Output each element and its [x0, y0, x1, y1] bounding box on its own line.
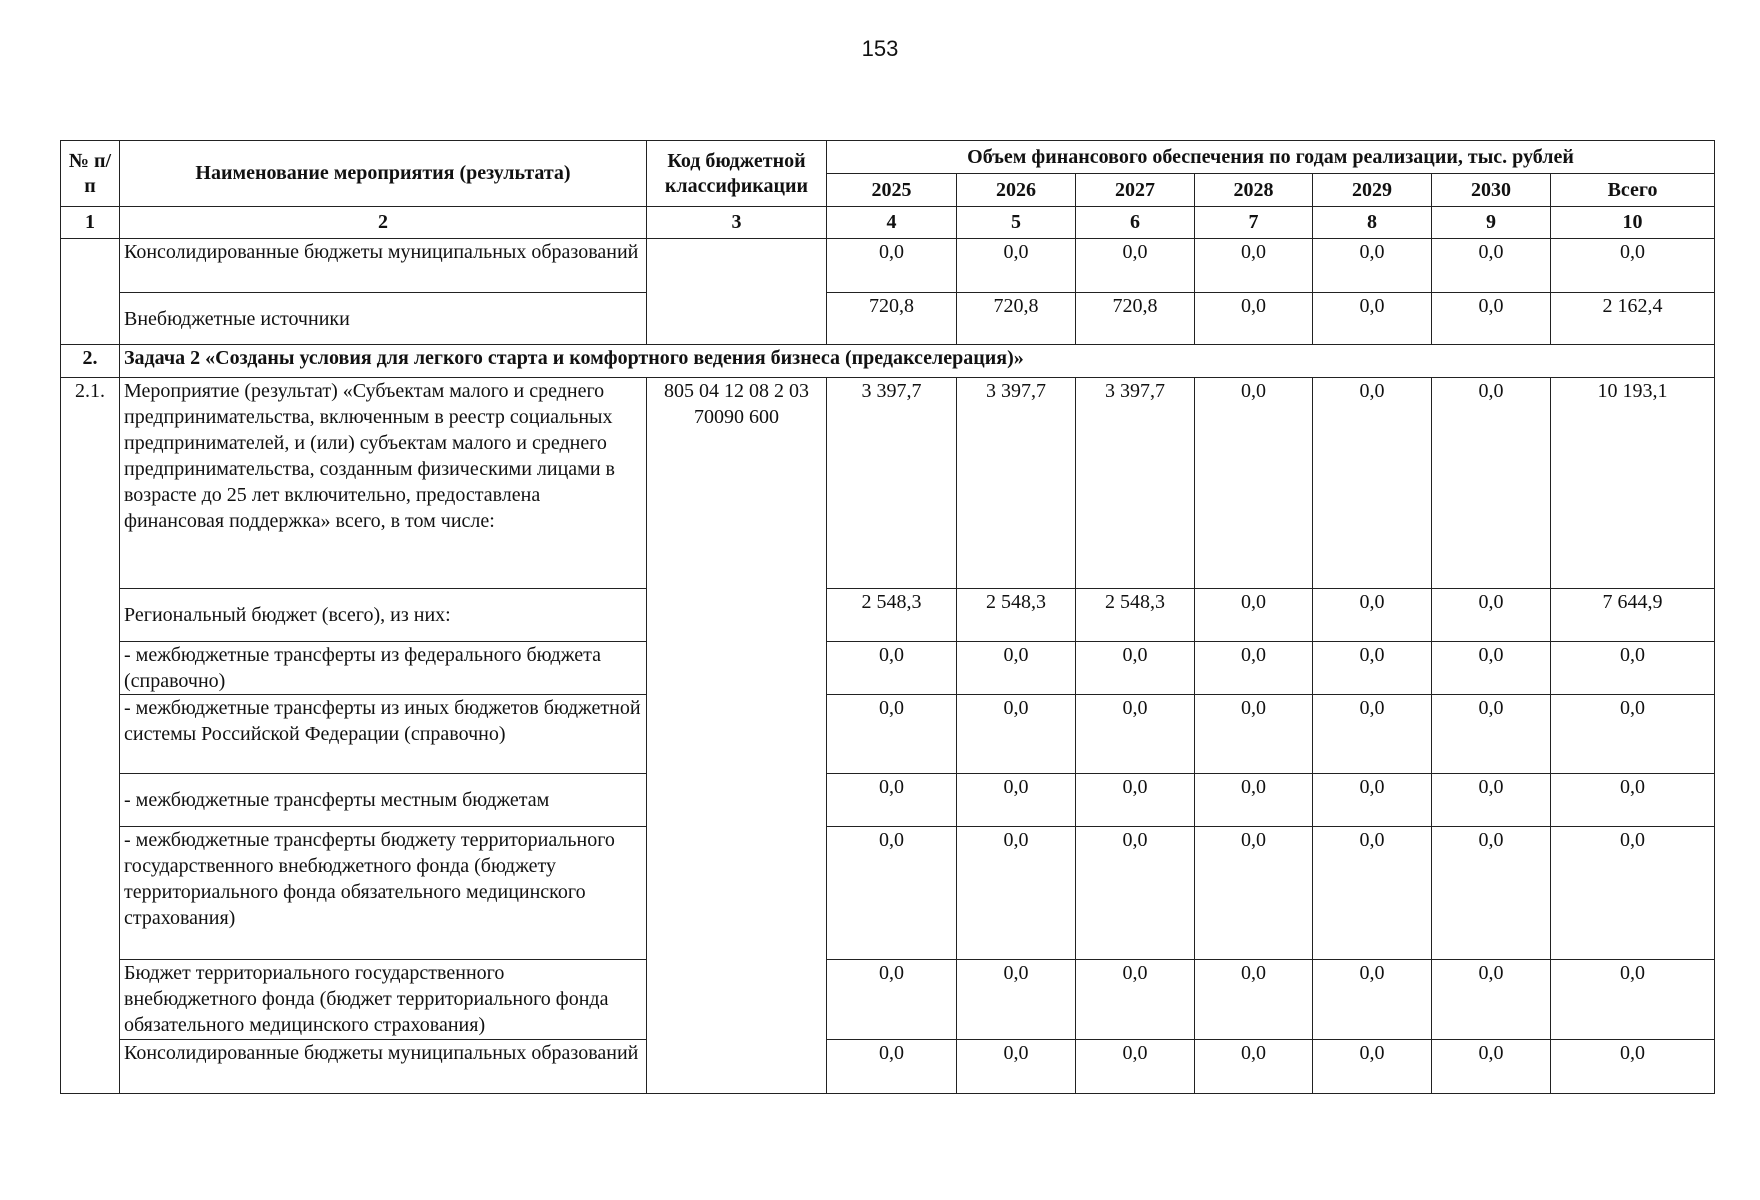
value-cell: 720,8 [1076, 293, 1195, 345]
row-name: - межбюджетные трансферты из федерального бюджета (справочно) [120, 642, 647, 695]
value-cell: 0,0 [1551, 642, 1715, 695]
budget-code: 805 04 12 08 2 03 70090 600 [647, 378, 827, 1094]
header-col-name: Наименование мероприятия (результата) [120, 141, 647, 207]
task-row [61, 345, 1715, 378]
value-cell: 0,0 [1551, 239, 1715, 293]
row-name: Внебюджетные источники [120, 293, 647, 345]
value-cell: 0,0 [1313, 1040, 1432, 1094]
value-cell: 0,0 [957, 695, 1076, 774]
value-cell: 0,0 [1313, 960, 1432, 1040]
value-cell: 0,0 [827, 642, 957, 695]
header-year: 2030 [1432, 174, 1551, 207]
measure-number: 2.1. [61, 378, 120, 1094]
value-cell: 0,0 [1313, 589, 1432, 642]
header-total: Всего [1551, 174, 1715, 207]
value-cell: 0,0 [1195, 695, 1313, 774]
header-col-no: № п/п [61, 141, 120, 207]
value-cell: 0,0 [1551, 960, 1715, 1040]
value-cell: 2 162,4 [1551, 293, 1715, 345]
value-cell: 0,0 [1195, 589, 1313, 642]
page-number: 153 [861, 36, 899, 61]
column-number: 9 [1432, 207, 1551, 239]
value-cell: 0,0 [827, 960, 957, 1040]
value-cell: 0,0 [1313, 774, 1432, 827]
value-cell: 0,0 [1432, 378, 1551, 589]
row-name: Консолидированные бюджеты муниципальных образований [120, 1040, 647, 1094]
value-cell: 0,0 [1313, 239, 1432, 293]
value-cell: 0,0 [957, 827, 1076, 960]
row-name: Консолидированные бюджеты муниципальных образований [120, 239, 647, 293]
value-cell: 0,0 [1195, 642, 1313, 695]
value-cell: 0,0 [1313, 378, 1432, 589]
value-cell: 0,0 [1432, 589, 1551, 642]
row-name: Мероприятие (результат) «Субъектам малого и среднего предпринимательства, включенным в реестр социальных предпринимателей, и (или) субъектам малого и среднего предпринимательства, созданным физическими лицами в возрасте до 25 лет включительно, предоставлена финансовая поддержка» всего, в том числе: [120, 378, 647, 589]
value-cell: 0,0 [957, 960, 1076, 1040]
value-cell: 2 548,3 [957, 589, 1076, 642]
table-row [61, 239, 1715, 293]
column-number: 8 [1313, 207, 1432, 239]
value-cell: 0,0 [1076, 642, 1195, 695]
value-cell: 0,0 [1432, 239, 1551, 293]
row-name: - межбюджетные трансферты бюджету территориального государственного внебюджетного фонда (бюджету территориального фонда обязательного медицинского страхования) [120, 827, 647, 960]
value-cell: 0,0 [1076, 695, 1195, 774]
column-number: 3 [647, 207, 827, 239]
value-cell: 0,0 [1432, 960, 1551, 1040]
value-cell: 0,0 [827, 827, 957, 960]
value-cell: 0,0 [827, 1040, 957, 1094]
value-cell: 3 397,7 [1076, 378, 1195, 589]
value-cell: 0,0 [1551, 1040, 1715, 1094]
table-row [61, 378, 1715, 589]
value-cell: 720,8 [957, 293, 1076, 345]
value-cell: 0,0 [827, 239, 957, 293]
header-year: 2029 [1313, 174, 1432, 207]
value-cell: 0,0 [1076, 960, 1195, 1040]
value-cell: 0,0 [1076, 239, 1195, 293]
row-name: Региональный бюджет (всего), из них: [120, 589, 647, 642]
value-cell: 0,0 [1551, 695, 1715, 774]
header-year: 2026 [957, 174, 1076, 207]
value-cell: 0,0 [1195, 1040, 1313, 1094]
row-name: Бюджет территориального государственного внебюджетного фонда (бюджет территориального фонда обязательного медицинского страхования) [120, 960, 647, 1040]
value-cell: 0,0 [957, 642, 1076, 695]
value-cell: 0,0 [1313, 827, 1432, 960]
header-col-finance: Объем финансового обеспечения по годам реализации, тыс. рублей [827, 141, 1715, 174]
value-cell: 3 397,7 [957, 378, 1076, 589]
table-row [61, 695, 1715, 774]
value-cell: 10 193,1 [1551, 378, 1715, 589]
value-cell: 0,0 [1195, 293, 1313, 345]
financing-table [60, 140, 1715, 1094]
column-number: 2 [120, 207, 647, 239]
row-name: - межбюджетные трансферты из иных бюджетов бюджетной системы Российской Федерации (справочно) [120, 695, 647, 774]
value-cell: 0,0 [1195, 378, 1313, 589]
column-number: 10 [1551, 207, 1715, 239]
value-cell: 0,0 [1195, 239, 1313, 293]
row-name: - межбюджетные трансферты местным бюджетам [120, 774, 647, 827]
column-number: 5 [957, 207, 1076, 239]
value-cell: 7 644,9 [1551, 589, 1715, 642]
value-cell: 0,0 [1432, 695, 1551, 774]
value-cell: 0,0 [957, 774, 1076, 827]
value-cell: 0,0 [1432, 1040, 1551, 1094]
value-cell: 0,0 [1195, 827, 1313, 960]
value-cell: 0,0 [957, 1040, 1076, 1094]
value-cell: 3 397,7 [827, 378, 957, 589]
value-cell: 0,0 [1076, 1040, 1195, 1094]
task-number: 2. [61, 345, 120, 378]
header-year: 2025 [827, 174, 957, 207]
table-row [61, 960, 1715, 1040]
value-cell: 0,0 [1432, 642, 1551, 695]
column-number: 1 [61, 207, 120, 239]
task-title: Задача 2 «Созданы условия для легкого старта и комфортного ведения бизнеса (предакселерация)» [120, 345, 1715, 378]
value-cell: 0,0 [1195, 960, 1313, 1040]
value-cell: 2 548,3 [827, 589, 957, 642]
value-cell: 0,0 [1551, 774, 1715, 827]
table-row [61, 1040, 1715, 1094]
column-number: 6 [1076, 207, 1195, 239]
code-cell [647, 239, 827, 345]
header-year: 2027 [1076, 174, 1195, 207]
header-year: 2028 [1195, 174, 1313, 207]
value-cell: 720,8 [827, 293, 957, 345]
value-cell: 0,0 [957, 239, 1076, 293]
value-cell: 0,0 [1313, 695, 1432, 774]
value-cell: 0,0 [1432, 827, 1551, 960]
row-number-cell [61, 239, 120, 345]
value-cell: 0,0 [827, 774, 957, 827]
table-row [61, 293, 1715, 345]
value-cell: 0,0 [1551, 827, 1715, 960]
value-cell: 0,0 [1076, 827, 1195, 960]
value-cell: 0,0 [1195, 774, 1313, 827]
column-number: 4 [827, 207, 957, 239]
table-row [61, 642, 1715, 695]
value-cell: 0,0 [1076, 774, 1195, 827]
table-row [61, 589, 1715, 642]
value-cell: 2 548,3 [1076, 589, 1195, 642]
value-cell: 0,0 [1313, 642, 1432, 695]
value-cell: 0,0 [827, 695, 957, 774]
value-cell: 0,0 [1432, 774, 1551, 827]
header-col-code: Код бюджетной классификации [647, 141, 827, 207]
column-number: 7 [1195, 207, 1313, 239]
value-cell: 0,0 [1432, 293, 1551, 345]
table-row [61, 774, 1715, 827]
value-cell: 0,0 [1313, 293, 1432, 345]
table-row [61, 827, 1715, 960]
